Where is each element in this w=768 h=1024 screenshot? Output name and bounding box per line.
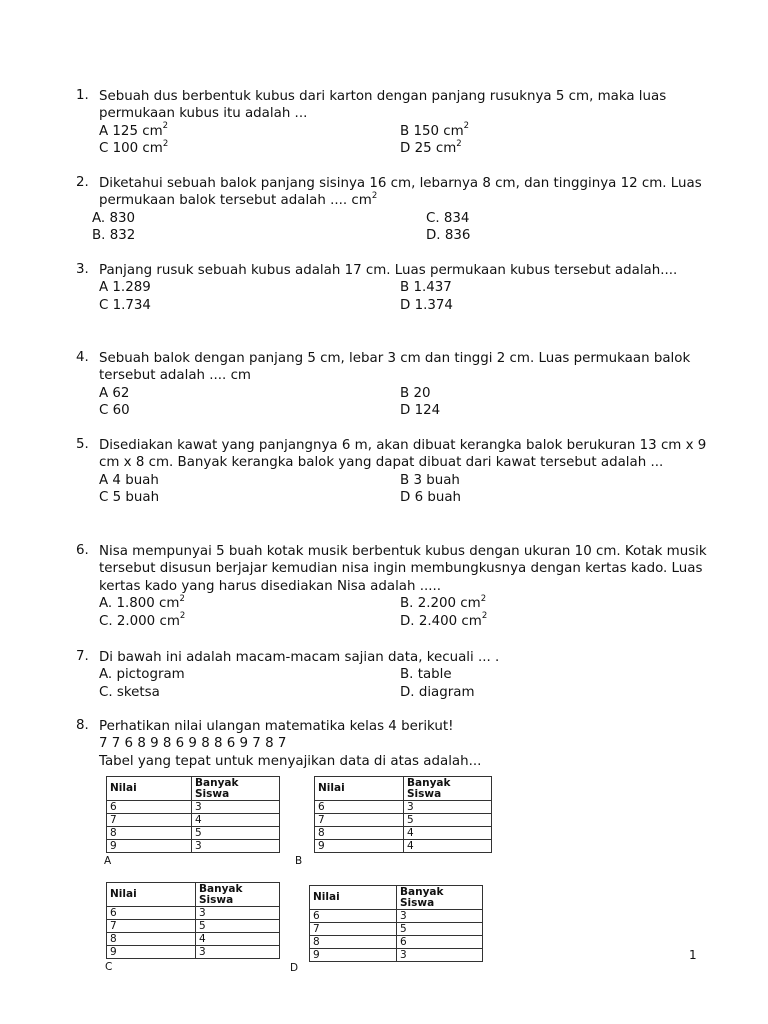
option-d: D 124	[400, 403, 441, 419]
table-row: 8 4	[315, 827, 492, 840]
table-row: 7 5	[315, 814, 492, 827]
table-row: 6 3	[315, 801, 492, 814]
option-b: B 150 $cm^2$	[400, 121, 470, 139]
option-d: D 25 $cm^2$	[400, 138, 462, 157]
option-b: B 1.437	[400, 280, 452, 296]
header-banyak-siswa: Banyak Siswa	[192, 777, 280, 801]
question-stem: Nisa mempunyai 5 buah kotak musik berbentuk kubus dengan ukuran 10 cm. Kotak musik tersebut disusun berjajar kemudian nisa ingin membungkusnya dengan kertas kado. Luas kertas kado yang harus disediakan Nisa adalah .....	[99, 544, 707, 594]
data-line: 7 7 6 8 9 8 6 9 8 8 6 9 7 8 7	[99, 736, 287, 752]
question-number: 8.	[76, 718, 89, 733]
question-stem: Sebuah dus berbentuk kubus dari karton dengan panjang rusuknya 5 cm, maka luas permukaan kubus itu adalah ...	[99, 89, 667, 122]
table-row: 6 3	[310, 910, 483, 923]
table-row: 7 4	[107, 814, 280, 827]
table-row: 6 3	[107, 801, 280, 814]
question-stem: Panjang rusuk sebuah kubus adalah 17 cm. Luas permukaan kubus tersebut adalah....	[99, 263, 678, 278]
option-d: D. 836	[426, 228, 471, 244]
table-label-b: B	[295, 855, 303, 867]
question-number: 6.	[76, 543, 89, 558]
table-label-c: C	[105, 961, 113, 973]
option-c: C 1.734	[99, 297, 151, 313]
question-5	[76, 437, 716, 507]
question-number: 3.	[76, 262, 89, 277]
option-a: A. 1.800 $cm^2$	[99, 593, 185, 612]
question-stem: Disediakan kawat yang panjangnya 6 m, akan dibuat kerangka balok berukuran 13 cm x 9 cm x 8 cm. Banyak kerangka balok yang dapat dibuat dari kawat tersebut adalah ...	[99, 438, 707, 471]
option-a: A 1.289	[99, 280, 151, 296]
page-number: 1	[689, 948, 697, 962]
table-row: 8 5	[107, 827, 280, 840]
table-row: 7 5	[310, 923, 483, 936]
table-row: 9 4	[315, 840, 492, 853]
option-a: A. pictogram	[99, 667, 185, 683]
header-nilai: Nilai	[107, 777, 192, 801]
question-8	[76, 718, 716, 770]
question-3	[76, 262, 716, 314]
option-b: B 20	[400, 385, 431, 401]
option-a: A 4 buah	[99, 472, 159, 488]
table-row: 9 3	[310, 949, 483, 962]
option-c: C 100 $cm^2$	[99, 138, 169, 157]
table-label-a: A	[104, 855, 112, 867]
question-4	[76, 350, 716, 420]
question-number: 7.	[76, 649, 89, 664]
question-6	[76, 543, 716, 630]
table-row: 8 6	[310, 936, 483, 949]
table-row: 7 5	[107, 920, 280, 933]
option-b: B. 832	[92, 228, 136, 244]
question-prompt: Tabel yang tepat untuk menyajikan data di atas adalah...	[99, 753, 482, 769]
header-banyak-siswa: Banyak Siswa	[196, 883, 280, 907]
question-number: 4.	[76, 350, 89, 365]
table-option-c	[106, 882, 280, 959]
table-row: 9 3	[107, 946, 280, 959]
question-stem: Di bawah ini adalah macam-macam sajian data, kecuali ... .	[99, 650, 500, 665]
question-stem: Sebuah balok dengan panjang 5 cm, lebar 3 cm dan tinggi 2 cm. Luas permukaan balok tersebut adalah .... cm	[99, 351, 691, 384]
header-nilai: Nilai	[310, 886, 397, 910]
option-b: B 3 buah	[400, 472, 460, 488]
header-nilai: Nilai	[315, 777, 404, 801]
option-c: C 60	[99, 403, 130, 419]
option-c: C. sketsa	[99, 684, 160, 700]
question-number: 5.	[76, 437, 89, 452]
option-c: C. 834	[426, 210, 470, 226]
question-2	[76, 175, 716, 245]
header-nilai: Nilai	[107, 883, 196, 907]
table-option-b	[314, 776, 492, 853]
option-d: D 6 buah	[400, 490, 462, 506]
option-d: D 1.374	[400, 297, 453, 313]
table-label-d: D	[290, 962, 299, 974]
option-a: A 62	[99, 385, 130, 401]
table-row: 6 3	[107, 907, 280, 920]
option-c: C. 2.000 $cm^2$	[99, 611, 186, 629]
question-stem: Diketahui sebuah balok panjang sisinya 16 cm, lebarnya 8 cm, dan tingginya 12 cm. Luas permukaan balok tersebut adalah .... $cm^2$	[99, 176, 702, 209]
header-banyak-siswa: Banyak Siswa	[397, 886, 483, 910]
question-number: 1.	[76, 88, 89, 103]
table-option-d	[309, 885, 483, 962]
question-7	[76, 649, 716, 701]
question-number: 2.	[76, 175, 89, 190]
table-row: 9 3	[107, 840, 280, 853]
option-a: A. 830	[92, 210, 135, 226]
option-d: D. diagram	[400, 684, 475, 700]
option-d: D. 2.400 $cm^2$	[400, 611, 488, 629]
question-stem: Perhatikan nilai ulangan matematika kelas 4 berikut!	[99, 719, 454, 734]
option-b: B. 2.200 $cm^2$	[400, 593, 487, 612]
table-row: 8 4	[107, 933, 280, 946]
option-c: C 5 buah	[99, 490, 160, 506]
option-b: B. table	[400, 667, 452, 683]
question-1	[76, 88, 716, 158]
table-option-a	[106, 776, 280, 853]
option-a: A 125 $cm^2$	[99, 121, 169, 139]
header-banyak-siswa: Banyak Siswa	[404, 777, 492, 801]
